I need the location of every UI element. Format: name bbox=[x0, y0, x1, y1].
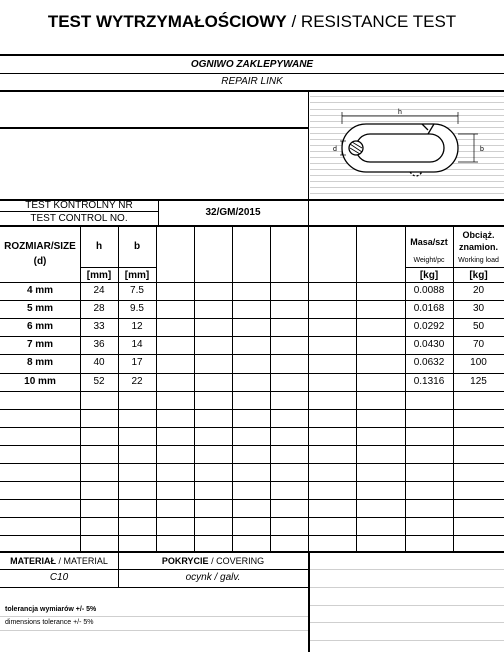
cell-load: 70 bbox=[472, 339, 485, 350]
col-load-en: Working load bbox=[458, 257, 499, 264]
covering-value: ocynk / galv. bbox=[185, 572, 241, 583]
cell-load: 100 bbox=[470, 357, 487, 368]
diagram-label-h: h bbox=[398, 109, 402, 116]
covering-label: POKRYCIE / COVERING bbox=[161, 556, 265, 566]
col-load-header-2: znamion. bbox=[458, 242, 498, 252]
vline bbox=[405, 225, 406, 552]
rule bbox=[0, 463, 504, 464]
rule bbox=[0, 225, 504, 227]
cell-size: 7 mm bbox=[26, 339, 54, 350]
cell-h: 28 bbox=[93, 303, 105, 314]
cell-load: 20 bbox=[472, 285, 485, 296]
cell-b: 17 bbox=[131, 357, 143, 368]
vline bbox=[270, 225, 271, 552]
title-normal: / RESISTANCE TEST bbox=[286, 12, 457, 31]
cell-mass: 0.0168 bbox=[413, 303, 445, 314]
cell-load: 125 bbox=[470, 376, 487, 387]
title-bold: TEST WYTRZYMAŁOŚCIOWY bbox=[47, 12, 287, 31]
vline bbox=[308, 551, 310, 652]
rule bbox=[0, 427, 504, 428]
cell-size: 8 mm bbox=[26, 357, 54, 368]
rule bbox=[0, 587, 308, 588]
rule bbox=[0, 73, 504, 74]
vline bbox=[308, 90, 309, 227]
rule bbox=[0, 499, 504, 500]
cell-mass: 0.0088 bbox=[413, 285, 445, 296]
rule bbox=[0, 569, 308, 570]
table-row bbox=[0, 336, 504, 354]
cell-size: 5 mm bbox=[26, 303, 54, 314]
vline bbox=[156, 225, 157, 552]
diagram-label-d: d bbox=[333, 146, 337, 153]
rule bbox=[0, 616, 308, 617]
control-number: 32/GM/2015 bbox=[205, 207, 261, 218]
rule bbox=[0, 630, 308, 631]
cell-size: 6 mm bbox=[26, 321, 54, 332]
cell-h: 40 bbox=[93, 357, 105, 368]
cell-h: 52 bbox=[93, 376, 105, 387]
rule bbox=[405, 267, 504, 268]
vline bbox=[356, 225, 357, 552]
col-b-header: b bbox=[133, 241, 141, 252]
vline bbox=[453, 225, 454, 552]
col-b-unit: [mm] bbox=[124, 270, 150, 281]
cell-load: 50 bbox=[472, 321, 485, 332]
cell-mass: 0.0292 bbox=[413, 321, 445, 332]
cell-mass: 0.1316 bbox=[413, 376, 445, 387]
table-row bbox=[0, 373, 504, 391]
col-mass-en: Weight/pc bbox=[413, 257, 445, 264]
product-name-en: REPAIR LINK bbox=[221, 76, 283, 87]
page-title bbox=[0, 12, 504, 32]
cell-size: 10 mm bbox=[24, 376, 56, 387]
cell-mass: 0.0632 bbox=[413, 357, 445, 368]
cell-b: 22 bbox=[131, 376, 143, 387]
rule bbox=[0, 409, 504, 410]
col-mass-unit: [kg] bbox=[419, 270, 439, 281]
cell-b: 12 bbox=[131, 321, 143, 332]
rule bbox=[0, 517, 504, 518]
vline bbox=[194, 225, 195, 552]
control-label-pl: TEST KONTROLNY NR bbox=[25, 200, 133, 211]
diagram-label-b: b bbox=[480, 146, 484, 153]
rule bbox=[0, 551, 504, 553]
table-row bbox=[0, 282, 504, 300]
cell-load: 30 bbox=[472, 303, 485, 314]
cell-h: 36 bbox=[93, 339, 105, 350]
table-row bbox=[0, 354, 504, 372]
col-load-unit: [kg] bbox=[469, 270, 488, 281]
cell-h: 33 bbox=[93, 321, 105, 332]
repair-link-diagram bbox=[330, 104, 490, 192]
tolerance-en: dimensions tolerance +/- 5% bbox=[5, 619, 94, 626]
rule bbox=[0, 90, 504, 92]
rule bbox=[0, 535, 504, 536]
rule bbox=[0, 282, 504, 283]
rule bbox=[0, 300, 504, 301]
col-mass-header: Masa/szt bbox=[410, 237, 448, 247]
cell-size: 4 mm bbox=[26, 285, 54, 296]
cell-mass: 0.0430 bbox=[413, 339, 445, 350]
vline bbox=[232, 225, 233, 552]
material-label: MATERIAŁ / MATERIAL bbox=[10, 556, 108, 566]
rule bbox=[0, 445, 504, 446]
rule bbox=[0, 54, 504, 56]
cell-b: 7.5 bbox=[130, 285, 144, 296]
vline bbox=[80, 225, 81, 552]
control-label-en: TEST CONTROL NO. bbox=[30, 213, 128, 224]
rule bbox=[0, 481, 504, 482]
vline bbox=[118, 225, 119, 552]
col-h-header: h bbox=[95, 241, 103, 252]
rule bbox=[0, 373, 504, 374]
cell-b: 9.5 bbox=[130, 303, 144, 314]
rule bbox=[0, 354, 504, 355]
rule bbox=[0, 127, 308, 129]
rule bbox=[0, 391, 504, 392]
cell-b: 14 bbox=[131, 339, 143, 350]
product-name-pl: OGNIWO ZAKLEPYWANE bbox=[190, 59, 314, 70]
vline bbox=[158, 199, 159, 227]
table-row bbox=[0, 300, 504, 318]
material-value: C10 bbox=[49, 572, 69, 583]
col-size-sub: (d) bbox=[33, 256, 47, 267]
cell-h: 24 bbox=[93, 285, 105, 296]
col-load-header-1: Obciąż. bbox=[462, 230, 495, 240]
rule bbox=[0, 318, 504, 319]
table-row bbox=[0, 318, 504, 336]
rule bbox=[0, 336, 504, 337]
col-h-unit: [mm] bbox=[86, 270, 112, 281]
tolerance-pl: tolerancja wymiarów +/- 5% bbox=[5, 606, 97, 613]
col-size-header: ROZMIAR/SIZE bbox=[4, 241, 76, 252]
vline bbox=[308, 225, 309, 552]
